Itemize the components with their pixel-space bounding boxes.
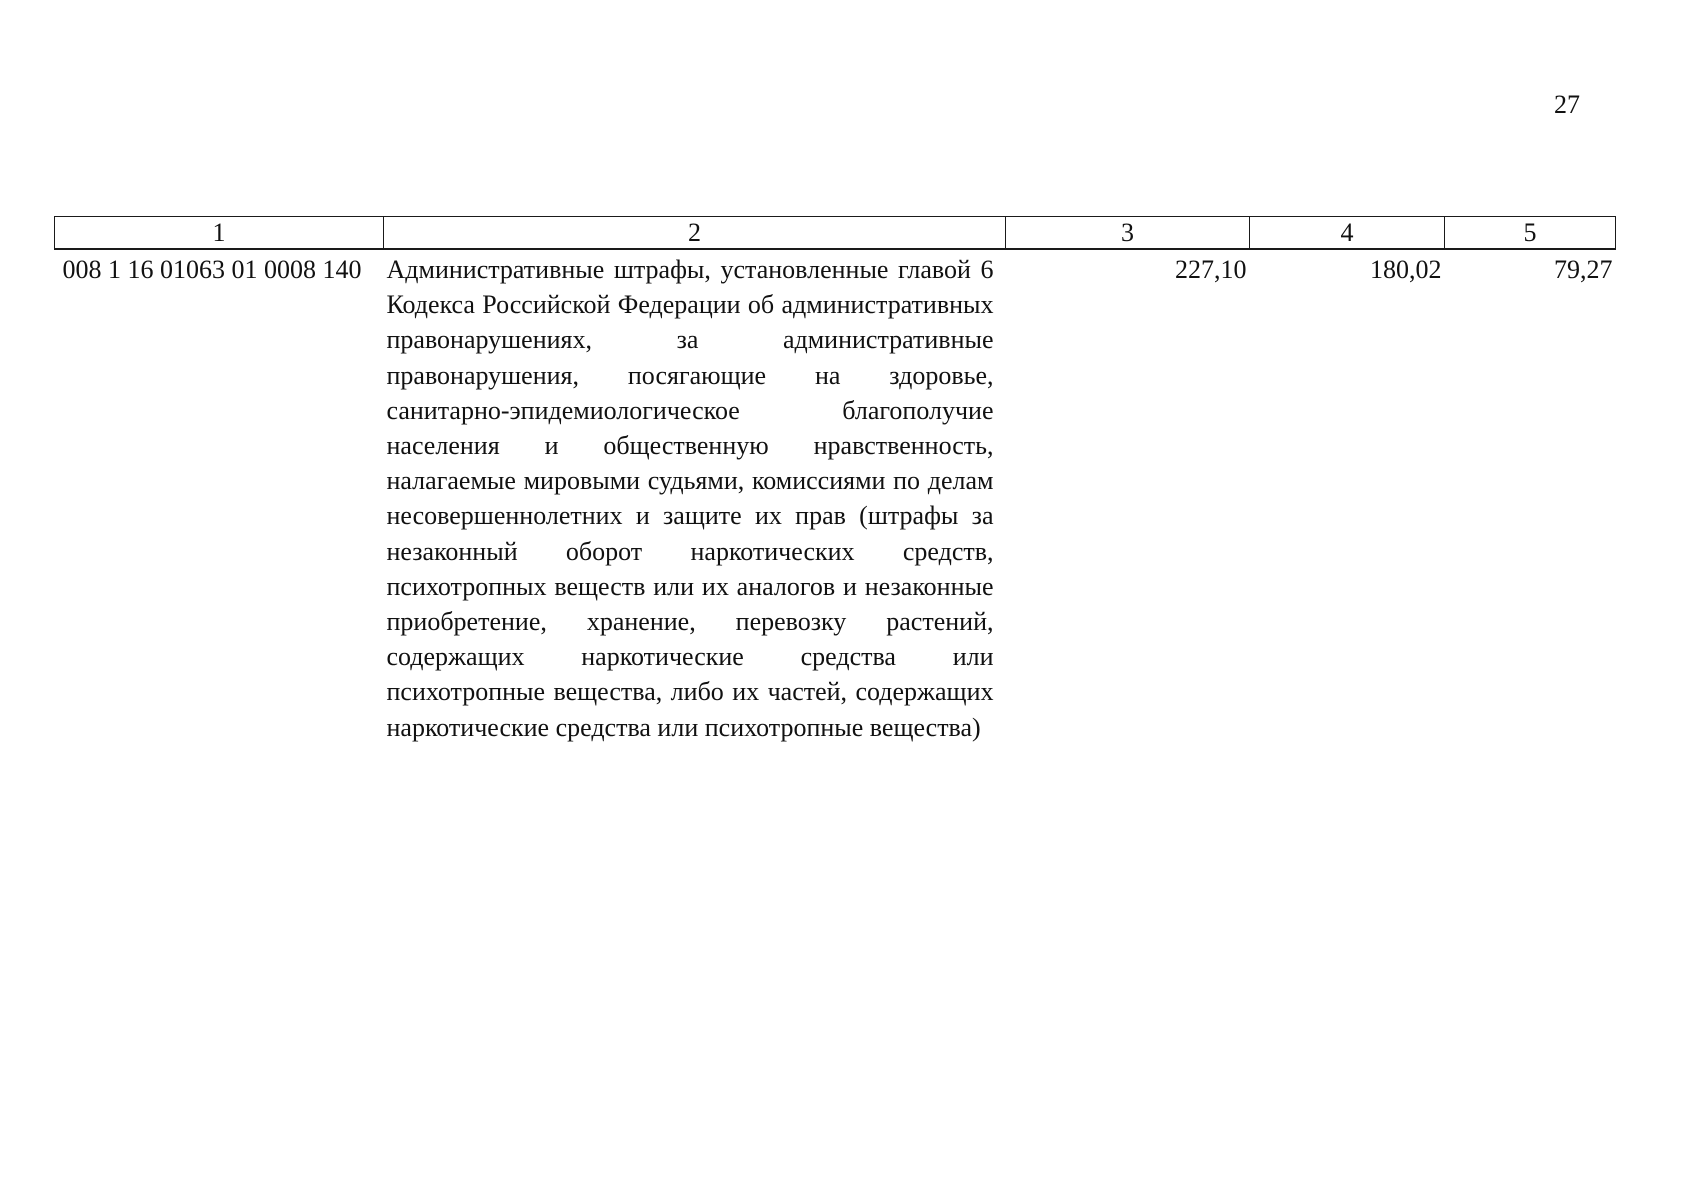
column-header-4: 4 [1250, 217, 1445, 250]
table-body [55, 249, 1616, 745]
income-code-cell: 008 1 16 01063 01 0008 140 [62, 255, 362, 284]
table-header [55, 217, 1616, 250]
header-row [55, 217, 1616, 250]
value-cell-col4: 180,02 [1370, 255, 1442, 284]
value-cell-col3: 227,10 [1175, 255, 1247, 284]
table-row [55, 249, 1616, 745]
value-cell-col5: 79,27 [1554, 255, 1613, 284]
description-cell: Административные штрафы, установленные главой 6 Кодекса Российской Федерации об административных правонарушениях, за административные правонарушения, посягающие на здоровье, санитарно-эпидемиологическое благополучие населения и общественную нравственность, налагаемые мировыми судьями, комиссиями по делам несовершеннолетних и защите их прав (штрафы за незаконный оборот наркотических средств, психотропных веществ или их аналогов и незаконные приобретение, хранение, перевозку растений, содержащих наркотические средства или психотропные вещества, либо их частей, содержащих наркотические средства или психотропные вещества) [386, 255, 994, 742]
column-header-1: 1 [55, 217, 384, 250]
budget-table [54, 216, 1616, 745]
column-header-3: 3 [1006, 217, 1250, 250]
column-header-2: 2 [384, 217, 1006, 250]
column-header-5: 5 [1445, 217, 1616, 250]
page-number: 27 [1554, 90, 1580, 119]
